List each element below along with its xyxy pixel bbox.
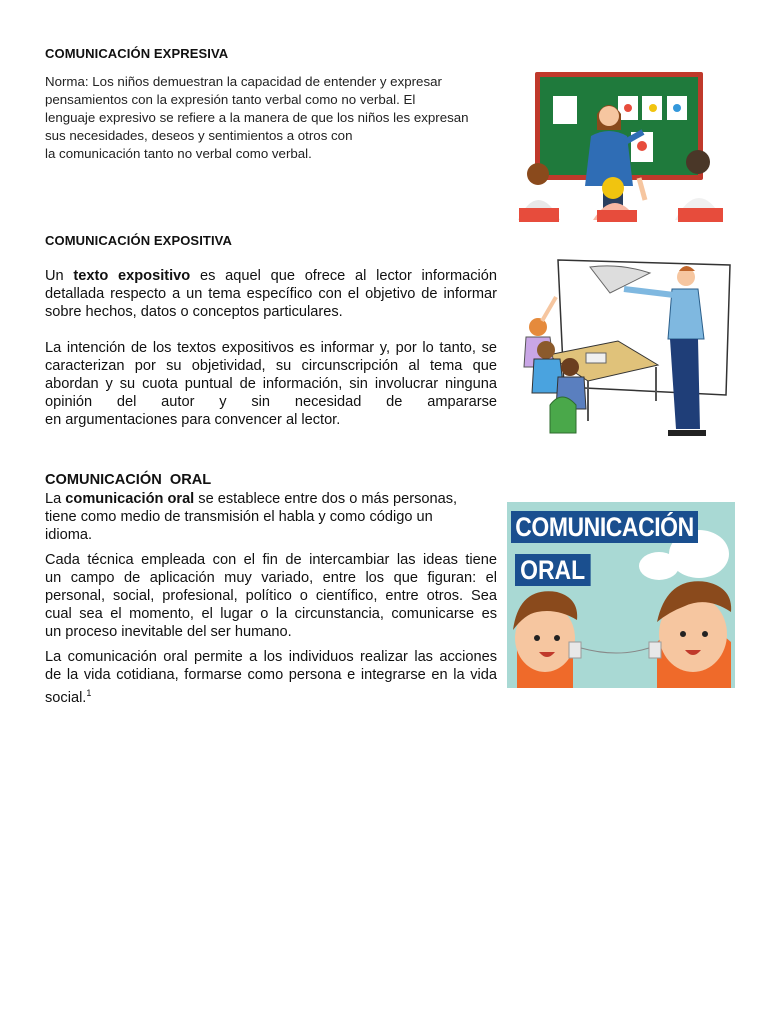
- paragraph-oral-3: [45, 648, 497, 707]
- text-line: en argumentaciones para convencer al lector.: [45, 412, 341, 428]
- text-line: Cada técnica empleada con el fin de intercambiar las ideas tiene: [45, 552, 497, 568]
- text-line: opinión del autor y sin necesidad de ampararse: [45, 394, 497, 410]
- text-end: social.: [45, 689, 87, 706]
- text-line: un campo de aplicación muy variado, entre los que figuran: el: [45, 570, 497, 586]
- text-line: [45, 267, 497, 285]
- text-line: abordan y su cuota puntual de información, sin involucrar ninguna: [45, 376, 497, 392]
- text-line: idioma.: [45, 527, 93, 543]
- section-title-expresiva: COMUNICACIÓN EXPRESIVA: [45, 46, 229, 61]
- text-line: detallada respecto a un tema específico con el objetivo de informar: [45, 286, 497, 302]
- text-line: Norma: Los niños demuestran la capacidad de entender y expresar: [45, 74, 442, 89]
- bold-term: texto expositivo: [73, 268, 191, 284]
- text-line: lenguaje expresivo se refiere a la manera de que los niños les expresan: [45, 110, 469, 125]
- text-line: La comunicación oral permite a los individuos realizar las acciones: [45, 649, 497, 665]
- paragraph-expresiva: [45, 73, 495, 163]
- text-rest: se establece entre dos o más personas,: [194, 491, 458, 507]
- text-line: de la vida cotidiana, formarse como persona e integrarse en la vida: [45, 667, 497, 683]
- teacher-classroom-illustration: [513, 70, 728, 222]
- text-line: cual sea el momento, el lugar o la circunstancia, comunicarse es: [45, 606, 497, 622]
- bold-term: comunicación oral: [65, 491, 195, 507]
- section-title-expositiva: COMUNICACIÓN EXPOSITIVA: [45, 233, 232, 248]
- teacher-pointing-illustration: [508, 255, 733, 445]
- paragraph-oral-1: [45, 490, 497, 544]
- text-line: sus necesidades, deseos y sentimientos a otros con: [45, 128, 353, 143]
- text-line: tiene como medio de transmisión el habla y como código un: [45, 509, 433, 525]
- text-line: caracterizan por su objetividad, su circunscripción al tema que: [45, 358, 497, 374]
- paragraph-expositiva-1: [45, 267, 497, 321]
- text-line: La intención de los textos expositivos es informar y, por lo tanto, se: [45, 340, 497, 356]
- text-rest: es aquel que ofrece al lector información: [190, 268, 497, 284]
- text-line: [45, 684, 497, 707]
- text-line: pensamientos con la expresión tanto verbal como no verbal. El: [45, 92, 416, 107]
- text-prefix: Un: [45, 268, 74, 284]
- banner-title-line2: ORAL: [515, 554, 590, 586]
- text-prefix: La: [45, 491, 66, 507]
- text-line: sobre hechos, datos o conceptos particulares.: [45, 304, 343, 320]
- text-line: personal, social, profesional, político o científico, entre otros. Sea: [45, 588, 497, 604]
- text-line: un proceso inevitable del ser humano.: [45, 624, 292, 640]
- footnote-marker: 1: [86, 688, 92, 698]
- kids-tin-can-phone-illustration: [507, 502, 735, 688]
- paragraph-expositiva-2: [45, 339, 497, 429]
- paragraph-oral-2: [45, 551, 497, 641]
- banner-title-line1: COMUNICACIÓN: [511, 511, 698, 543]
- text-line: [45, 490, 497, 508]
- text-line: la comunicación tanto no verbal como verbal.: [45, 146, 312, 161]
- section-title-oral: COMUNICACIÓN ORAL: [45, 472, 212, 488]
